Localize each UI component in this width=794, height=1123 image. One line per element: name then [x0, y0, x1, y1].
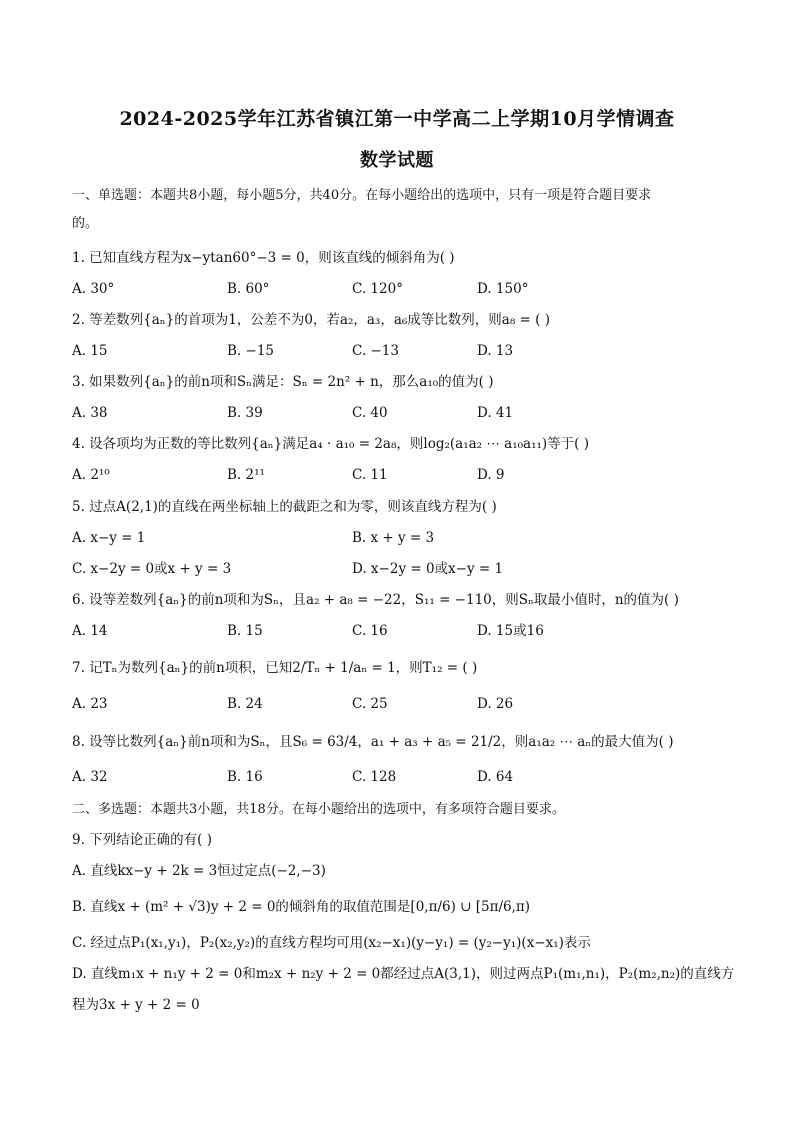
question-2-option-a: A. 15: [72, 343, 108, 359]
question-5-option-b: B. x + y = 3: [352, 530, 435, 546]
question-5-option-d: D. x−2y = 0或x−y = 1: [352, 561, 504, 577]
question-1-option-b: B. 60°: [227, 281, 270, 297]
question-8-option-a: A. 32: [72, 769, 108, 785]
question-7-option-a: A. 23: [72, 696, 108, 712]
question-7-option-d: D. 26: [477, 696, 514, 712]
question-3-option-c: C. 40: [352, 405, 388, 421]
section-1-heading: [72, 182, 732, 238]
question-1-stem: 1. 已知直线方程为x−ytan60°−3 = 0，则该直线的倾斜角为( ): [72, 250, 455, 266]
exam-title: 2024-2025学年江苏省镇江第一中学高二上学期10月学情调查: [119, 108, 675, 130]
question-5-option-c: C. x−2y = 0或x + y = 3: [72, 561, 232, 577]
question-8-options: [72, 767, 732, 787]
question-6-option-b: B. 15: [227, 623, 263, 639]
question-5-options-row1: [72, 528, 732, 548]
question-3-options: [72, 403, 732, 423]
question-2-options: [72, 341, 732, 361]
question-1-option-d: D. 150°: [477, 281, 529, 297]
question-7-option-c: C. 25: [352, 696, 388, 712]
question-3-stem: 3. 如果数列{aₙ}的前n项和Sₙ满足：Sₙ = 2n² + n，那么a₁₀的值为( ): [72, 374, 494, 390]
question-4-options: [72, 465, 732, 485]
question-4-option-c: C. 11: [352, 467, 388, 483]
question-2-option-b: B. −15: [227, 343, 274, 359]
section-1-heading-line: 一、单选题：本题共8小题，每小题5分，共40分。在每小题给出的选项中，只有一项是符合题目要求: [72, 188, 652, 203]
question-2-option-d: D. 13: [477, 343, 514, 359]
question-9-option-d-cont: 程为3x + y + 2 = 0: [72, 997, 200, 1013]
question-6-option-c: C. 16: [352, 623, 388, 639]
question-6-option-d: D. 15或16: [477, 623, 544, 639]
question-9-option-b: B. 直线x + (m² + √3)y + 2 = 0的倾斜角的取值范围是[0,π/6) ∪ [5π/6,π): [72, 899, 531, 915]
question-3-option-a: A. 38: [72, 405, 108, 421]
question-4-option-b: B. 2¹¹: [227, 467, 265, 483]
question-6-options: [72, 621, 732, 641]
section-1-heading-cont: 的。: [72, 216, 99, 231]
question-2-option-c: C. −13: [352, 343, 399, 359]
question-8-option-c: C. 128: [352, 769, 397, 785]
question-6-option-a: A. 14: [72, 623, 108, 639]
question-9-stem: 9. 下列结论正确的有( ): [72, 832, 212, 848]
question-9-option-c: C. 经过点P₁(x₁,y₁)，P₂(x₂,y₂)的直线方程均可用(x₂−x₁)(y−y₁) = (y₂−y₁)(x−x₁)表示: [72, 935, 591, 951]
question-9-option-d: D. 直线m₁x + n₁y + 2 = 0和m₂x + n₂y + 2 = 0都经过点A(3,1)，则过两点P₁(m₁,n₁)，P₂(m₂,n₂)的直线方: [72, 966, 735, 982]
question-5-stem: 5. 过点A(2,1)的直线在两坐标轴上的截距之和为零，则该直线方程为( ): [72, 499, 497, 515]
exam-subtitle: 数学试题: [360, 150, 434, 171]
question-5-options-row2: [72, 559, 732, 579]
section-2-heading: 二、多选题：本题共3小题，共18分。在每小题给出的选项中，有多项符合题目要求。: [72, 802, 565, 817]
question-8-option-b: B. 16: [227, 769, 263, 785]
question-2-stem: 2. 等差数列{aₙ}的首项为1，公差不为0，若a₂，a₃，a₆成等比数列，则a₈ = ( ): [72, 312, 550, 328]
question-3-option-d: D. 41: [477, 405, 514, 421]
question-1-option-c: C. 120°: [352, 281, 403, 297]
question-4-option-a: A. 2¹⁰: [72, 467, 110, 483]
question-5-option-a: A. x−y = 1: [72, 530, 146, 546]
question-4-stem: 4. 设各项均为正数的等比数列{aₙ}满足a₄ · a₁₀ = 2a₈，则log₂(a₁a₂ ⋯ a₁₀a₁₁)等于( ): [72, 436, 589, 452]
question-6-stem: 6. 设等差数列{aₙ}的前n项和为Sₙ，且a₂ + a₈ = −22，S₁₁ = −110，则Sₙ取最小值时，n的值为( ): [72, 592, 679, 608]
question-7-option-b: B. 24: [227, 696, 263, 712]
question-7-options: [72, 694, 732, 714]
question-1-options: [72, 279, 732, 299]
question-7-stem: 7. 记Tₙ为数列{aₙ}的前n项积，已知2/Tₙ + 1/aₙ = 1，则T₁₂ = ( ): [72, 660, 478, 676]
question-8-stem: 8. 设等比数列{aₙ}前n项和为Sₙ，且S₆ = 63/4，a₁ + a₃ + a₅ = 21/2，则a₁a₂ ⋯ aₙ的最大值为( ): [72, 734, 674, 750]
question-8-option-d: D. 64: [477, 769, 514, 785]
question-3-option-b: B. 39: [227, 405, 263, 421]
question-9-option-a: A. 直线kx−y + 2k = 3恒过定点(−2,−3): [72, 863, 326, 879]
question-1-option-a: A. 30°: [72, 281, 115, 297]
question-4-option-d: D. 9: [477, 467, 505, 483]
